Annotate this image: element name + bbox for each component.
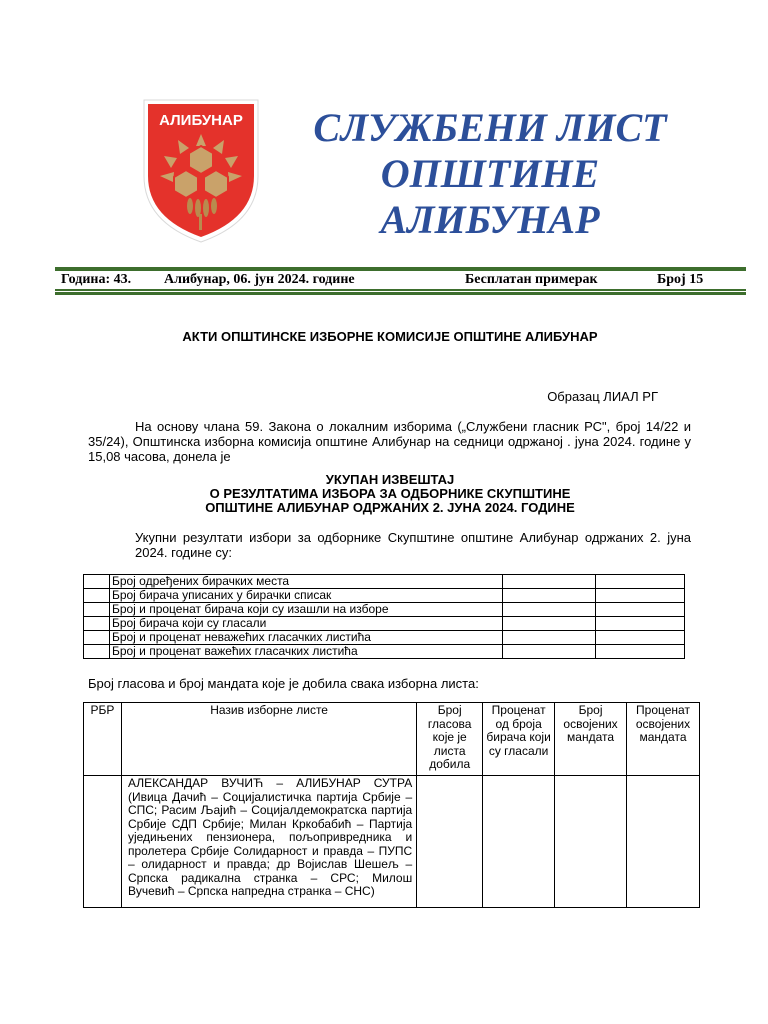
table-row [84,603,685,617]
report-title [60,473,720,515]
alibunar-coat-of-arms [138,96,264,244]
stat-label: Број одређених бирачких места [109,575,502,589]
bottom-rule-thick [55,292,746,295]
table-row [84,776,700,908]
report-title-line-2: О РЕЗУЛТАТИМА ИЗБОРА ЗА ОДБОРНИКЕ СКУПШТИНЕ [209,486,571,501]
stat-value-cell [503,645,596,659]
header-list-name: Назив изборне листе [121,703,416,776]
gazette-title [300,105,680,243]
stat-percent-cell [596,589,685,603]
section-heading: АКТИ ОПШТИНСКЕ ИЗБОРНЕ КОМИСИЈЕ ОПШТИНЕ АЛИБУНАР [182,329,598,344]
stat-value-cell [503,589,596,603]
issue-year: Година: 43. [61,272,132,287]
electoral-lists-table [83,702,700,908]
table-row [84,645,685,659]
summary-stats-table [83,574,685,659]
stat-index-cell [84,575,110,589]
issue-place-date: Алибунар, 06. јун 2024. године [164,272,355,287]
table-row [84,631,685,645]
report-title-line-1: УКУПАН ИЗВЕШТАЈ [325,472,455,487]
stat-value-cell [503,603,596,617]
table-row [84,617,685,631]
stat-label: Број и проценат важећих гласачких листића [109,645,502,659]
stat-label: Број и проценат неважећих гласачких листића [109,631,502,645]
list-rbr-cell [84,776,122,908]
gazette-title-line-2: ОПШТИНЕ [380,151,600,196]
form-code: Образац ЛИАЛ РГ [547,389,658,404]
top-rule [55,267,746,271]
list-percent-mandates-cell [627,776,700,908]
stat-index-cell [84,589,110,603]
list-mandates-cell [555,776,627,908]
header-percent-mandates: Проценат освојених мандата [627,703,700,776]
preamble-paragraph: На основу члана 59. Закона о локалним изборима („Службени гласник РС", број 14/22 и 35/24), Општинска изборна комисија општине Алибунар на седници одржаној . јуна 2024. године у 15,08 часова, донела је [88,419,691,464]
list-name-cell: АЛЕКСАНДАР ВУЧИЋ – АЛИБУНАР СУТРА (Ивица Дачић – Социјалистичка партија Србије – СПС; Расим Љајић – Социјалдемократска партија Србије СДП Србије; Милан Кркобабић – Партија уједињених пензионера, пољопривредника и пролетера Србије Солидарност и правда – ПУПС – олидарност и правда; др Војислав Шешељ – Српска радикална странка – СРС; Милош Вучевић – Српска напредна странка – СНС) [121,776,416,908]
votes-caption: Број гласова и број мандата које је добила свака изборна листа: [88,676,479,691]
stat-label: Број бирача уписаних у бирачки списак [109,589,502,603]
stat-percent-cell [596,603,685,617]
header-votes: Број гласова које је листа добила [417,703,483,776]
table-row [84,589,685,603]
table-row [84,575,685,589]
list-percent-voters-cell [483,776,555,908]
stat-index-cell [84,603,110,617]
stat-label: Број бирача који су гласали [109,617,502,631]
intro-paragraph: Укупни резултати избори за одборнике Скупштине општине Алибунар одржаних 2. јуна 2024. године су: [135,530,691,560]
crest-label: АЛИБУНАР [159,112,243,129]
gazette-title-line-3: АЛИБУНАР [380,197,600,242]
table-header-row [84,703,700,776]
issue-number: Број 15 [657,272,704,287]
stat-percent-cell [596,617,685,631]
stat-value-cell [503,575,596,589]
free-copy-label: Бесплатан примерак [465,272,598,287]
gazette-title-line-1: СЛУЖБЕНИ ЛИСТ [313,105,667,150]
list-votes-cell [417,776,483,908]
stat-value-cell [503,617,596,631]
bottom-rule-thin [55,289,746,291]
stat-percent-cell [596,631,685,645]
header-percent-voters: Проценат од броја бирача који су гласали [483,703,555,776]
stat-index-cell [84,645,110,659]
stat-index-cell [84,617,110,631]
stat-label: Број и проценат бирача који су изашли на изборе [109,603,502,617]
header-rbr: РБР [84,703,122,776]
stat-percent-cell [596,575,685,589]
stat-value-cell [503,631,596,645]
stat-index-cell [84,631,110,645]
report-title-line-3: ОПШТИНЕ АЛИБУНАР ОДРЖАНИХ 2. ЈУНА 2024. ГОДИНЕ [205,500,575,515]
header-mandates: Број освојених мандата [555,703,627,776]
stat-percent-cell [596,645,685,659]
